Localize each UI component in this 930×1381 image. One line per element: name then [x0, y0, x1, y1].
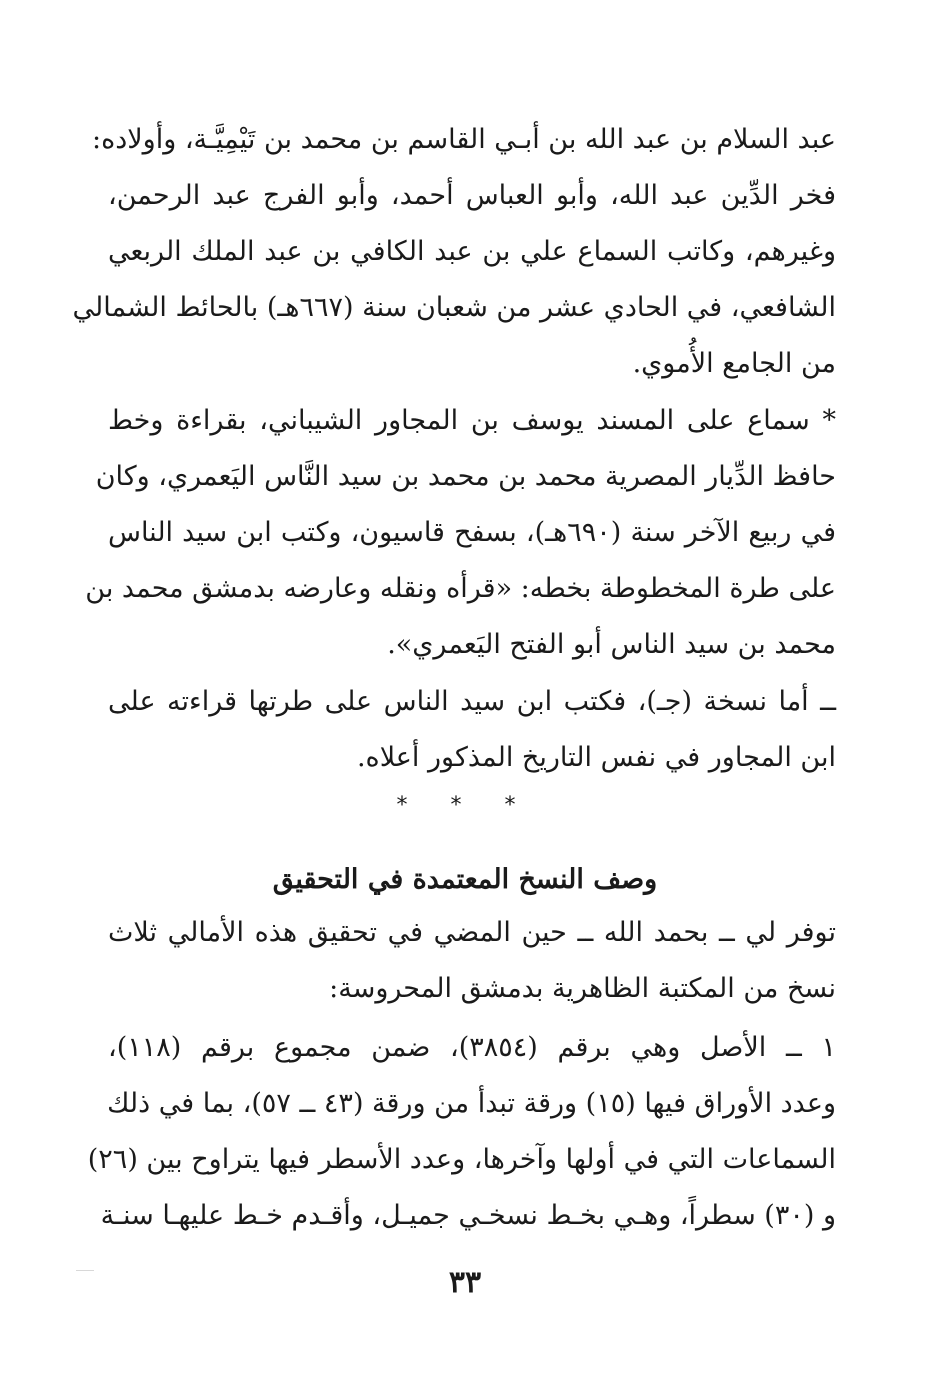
text-line: عبد السلام بن عبد الله بن أبـي القاسم بن محمد بن تَيْمِيَّـة، وأولاده: [92, 124, 836, 155]
text-line: نسخ من المكتبة الظاهرية بدمشق المحروسة: [329, 973, 836, 1004]
text-line: محمد بن سيد الناس أبو الفتح اليَعمري». [387, 629, 836, 660]
text-line: ــ أما نسخة (جـ)، فكتب ابن سيد الناس على طرتها قراءته على [108, 686, 836, 717]
text-line: ابن المجاور في نفس التاريخ المذكور أعلاه. [356, 742, 836, 773]
paragraph-manuscript-asl [87, 1020, 836, 1244]
text-line: فخر الدِّين عبد الله، وأبو العباس أحمد، وأبو الفرج عبد الرحمن، [108, 180, 836, 211]
paragraph-sama-ibn-taymiyya [72, 112, 836, 392]
text-line: حافظ الدِّيار المصرية محمد بن محمد بن سيد النَّاس اليَعمري، وكان [95, 461, 836, 492]
section-separator: * * * [396, 793, 534, 818]
text-line: على طرة المخطوطة بخطه: «قرأه ونقله وعارضه بدمشق محمد بن [85, 573, 836, 604]
paragraph-sama-ibn-al-mujawir [85, 393, 836, 673]
text-line: في ربيع الآخر سنة (٦٩٠هـ)، بسفح قاسيون، وكتب ابن سيد الناس [108, 517, 836, 548]
text-line: وغيرهم، وكاتب السماع علي بن عبد الكافي بن عبد الملك الربعي [108, 236, 836, 267]
text-line: السماعات التي في أولها وآخرها، وعدد الأسطر فيها يتراوح بين (٢٦) [87, 1144, 836, 1175]
text-line: ١ ــ الأصل وهي برقم (٣٨٥٤)، ضمن مجموع برقم (١١٨)، [108, 1032, 836, 1063]
paragraph-intro-manuscripts [108, 905, 836, 1017]
section-heading: وصف النسخ المعتمدة في التحقيق [272, 864, 658, 895]
text-line: توفر لي ــ بحمد الله ــ حين المضي في تحقيق هذه الأمالي ثلاث [108, 917, 836, 948]
text-line: و (٣٠) سطراً، وهـي بخـط نسخـي جميـل، وأقـدم خـط عليهـا سنـة [100, 1200, 836, 1231]
text-line: وعدد الأوراق فيها (١٥) ورقة تبدأ من ورقة (٤٣ ــ ٥٧)، بما في ذلك [107, 1088, 836, 1119]
text-line: من الجامع الأُموي. [632, 348, 836, 379]
text-line: الشافعي، في الحادي عشر من شعبان سنة (٦٦٧هـ) بالحائط الشمالي [72, 292, 836, 323]
paragraph-nuskha-jim [108, 674, 836, 786]
page-number: ٣٣ [448, 1265, 482, 1300]
text-line: * سماع على المسند يوسف بن المجاور الشيباني، بقراءة وخط [108, 405, 836, 436]
